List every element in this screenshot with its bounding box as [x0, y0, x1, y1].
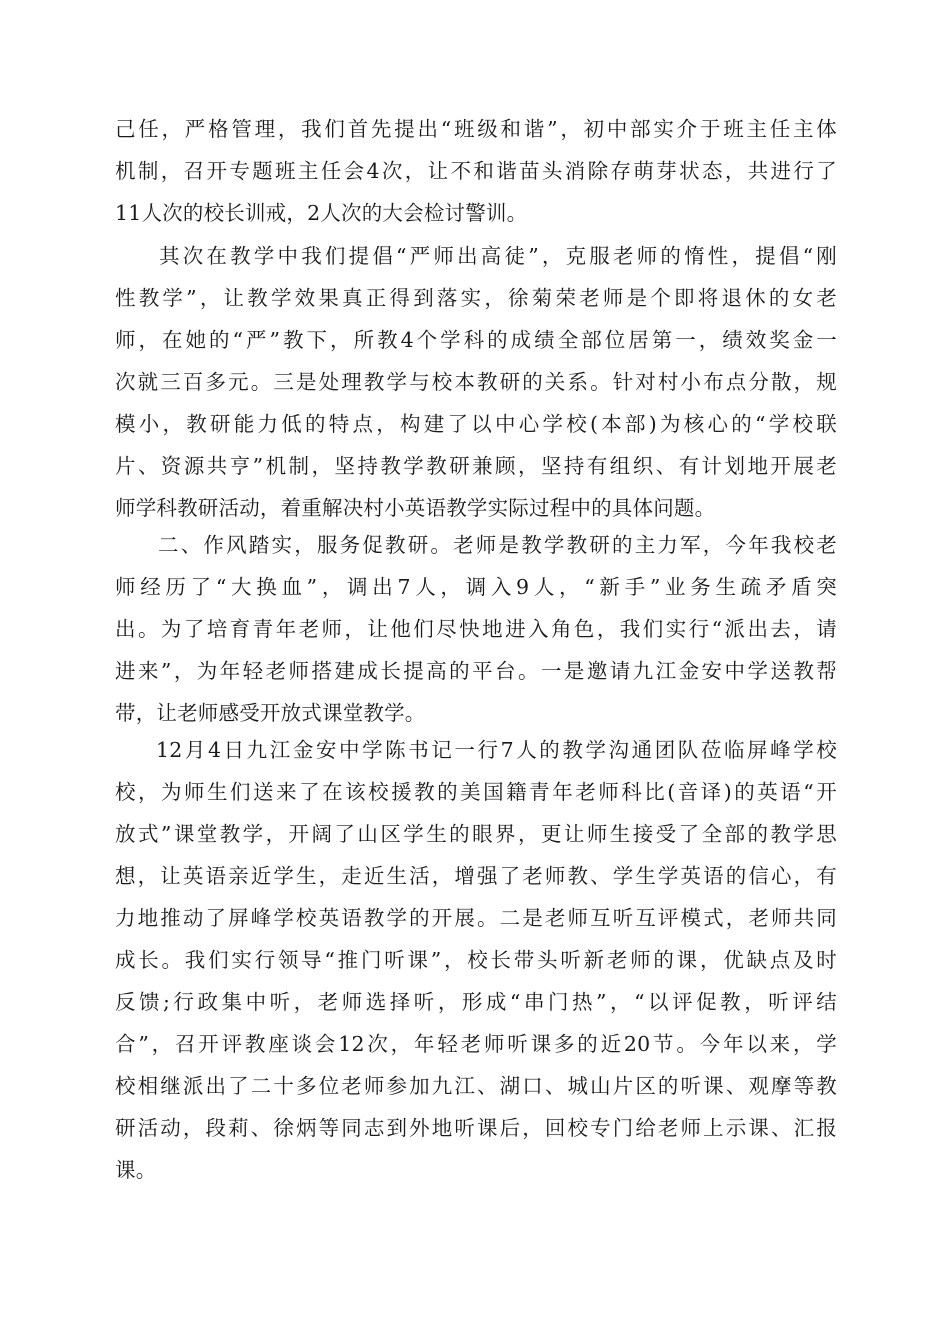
paragraph-line: 校，为师生们送来了在该校援教的美国籍青年老师科比(音译)的英语“开: [115, 780, 837, 804]
paragraph-line: 次就三百多元。三是处理教学与校本教研的关系。针对村小布点分散，规: [115, 370, 837, 394]
paragraph-line: 机制，召开专题班主任会4次，让不和谐苗头消除存萌芽状态，共进行了: [115, 159, 837, 183]
paragraph-line: 12月4日九江金安中学陈书记一行7人的教学沟通团队莅临屏峰学校: [156, 738, 837, 762]
paragraph-line: 反馈;行政集中听，老师选择听，形成“串门热”，“以评促教，听评结: [115, 990, 837, 1014]
paragraph-line: 二、作风踏实，服务促教研。老师是教学教研的主力军，今年我校老: [156, 533, 837, 557]
paragraph-line: 力地推动了屏峰学校英语教学的开展。二是老师互听互评模式，老师共同: [115, 906, 837, 930]
paragraph-line: 合”，召开评教座谈会12次，年轻老师听课多的近20节。今年以来，学: [115, 1032, 837, 1056]
paragraph-1: [115, 108, 837, 234]
paragraph-line: 进来”，为年轻老师搭建成长提高的平台。一是邀请九江金安中学送教帮: [115, 659, 837, 683]
paragraph-3: [115, 524, 837, 734]
paragraph-line: 课。: [115, 1158, 157, 1182]
paragraph-line: 师，在她的“严”教下，所教4个学科的成绩全部位居第一，绩效奖金一: [115, 328, 837, 352]
paragraph-line: 带，让老师感受开放式课堂教学。: [115, 701, 426, 725]
paragraph-line: 片、资源共亨”机制，坚持教学教研兼顾，坚持有组织、有计划地开展老: [115, 454, 837, 478]
paragraph-line: 11人次的校长训戒，2人次的大会检讨警训。: [115, 201, 528, 225]
paragraph-line: 出。为了培育青年老师，让他们尽快地进入角色，我们实行“派出去，请: [115, 617, 837, 641]
paragraph-line: 校相继派出了二十多位老师参加九江、湖口、城山片区的听课、观摩等教: [115, 1074, 837, 1098]
paragraph-line: 师经历了“大换血”，调出7人，调入9人，“新手”业务生疏矛盾突: [115, 575, 837, 599]
paragraph-line: 成长。我们实行领导“推门听课”，校长带头听新老师的课，优缺点及时: [115, 948, 837, 972]
paragraph-line: 想，让英语亲近学生，走近生活，增强了老师教、学生学英语的信心，有: [115, 864, 837, 888]
paragraph-line: 师学科教研活动，着重解决村小英语教学实际过程中的具体问题。: [115, 496, 716, 520]
paragraph-line: 研活动，段莉、徐炳等同志到外地听课后，回校专门给老师上示课、汇报: [115, 1116, 837, 1140]
paragraph-2: [115, 235, 837, 529]
paragraph-line: 模小，教研能力低的特点，构建了以中心学校(本部)为核心的“学校联: [115, 412, 837, 436]
paragraph-line: 其次在教学中我们提倡“严师出高徒”，克服老师的惰性，提倡“刚: [156, 244, 837, 268]
paragraph-4: [115, 729, 837, 1191]
paragraph-line: 性教学”，让教学效果真正得到落实，徐菊荣老师是个即将退休的女老: [115, 286, 837, 310]
paragraph-line: 己任，严格管理，我们首先提出“班级和谐”，初中部实介于班主任主体: [115, 117, 837, 141]
paragraph-line: 放式”课堂教学，开阔了山区学生的眼界，更让师生接受了全部的教学思: [115, 822, 837, 846]
